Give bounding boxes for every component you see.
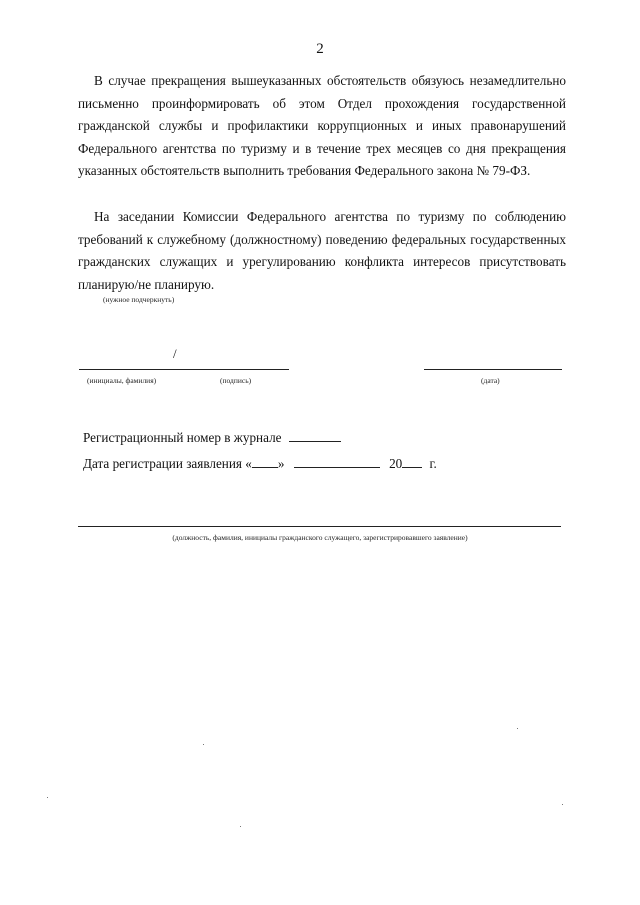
registration-year-prefix: 20 — [389, 456, 403, 471]
signature-slash: / — [173, 346, 177, 361]
scan-speck — [203, 744, 204, 745]
registration-date-label: Дата регистрации заявления « — [83, 456, 252, 471]
caption-registrar: (должность, фамилия, инициалы гражданского служащего, зарегистрировавшего заявление) — [172, 533, 468, 542]
registration-number-label: Регистрационный номер в журнале — [83, 430, 282, 445]
caption-date: (дата) — [481, 376, 500, 385]
caption-initials: (инициалы, фамилия) — [87, 376, 157, 385]
registration-number-blank — [289, 430, 341, 442]
paragraph-commission: На заседании Комиссии Федерального агентства по туризму по соблюдению требований к служебному (должностному) поведению федеральных государственных гражданских служащих и урегулированию конфликта интересов присутствовать планирую/не планирую. — [78, 209, 566, 292]
scan-speck — [47, 797, 48, 798]
registration-number-row — [83, 430, 341, 446]
registration-year-suffix: г. — [429, 456, 437, 471]
scan-speck — [562, 804, 563, 805]
registration-day-blank — [252, 456, 278, 468]
caption-signature: (подпись) — [220, 376, 252, 385]
registration-date-quote-close: » — [277, 456, 285, 471]
scan-speck — [517, 728, 518, 729]
paragraph-obligation: В случае прекращения вышеуказанных обстоятельств обязуюсь незамедлительно письменно проинформировать об этом Отдел прохождения государственной гражданской службы и профилактики коррупционных и иных правонарушений Федерального агентства по туризму и в течение трех месяцев со дня прекращения указанных обстоятельств выполнить требования Федерального закона № 79-ФЗ. — [78, 73, 566, 179]
registration-year-blank — [402, 456, 422, 468]
signature-line-right — [424, 369, 562, 370]
registration-date-row — [83, 456, 437, 472]
hint-underline: (нужное подчеркнуть) — [103, 295, 175, 304]
bottom-signature-line — [78, 526, 561, 527]
page-number: 2 — [316, 41, 324, 57]
scan-speck — [240, 826, 241, 827]
registration-month-blank — [294, 456, 380, 468]
signature-line-left — [79, 369, 289, 370]
